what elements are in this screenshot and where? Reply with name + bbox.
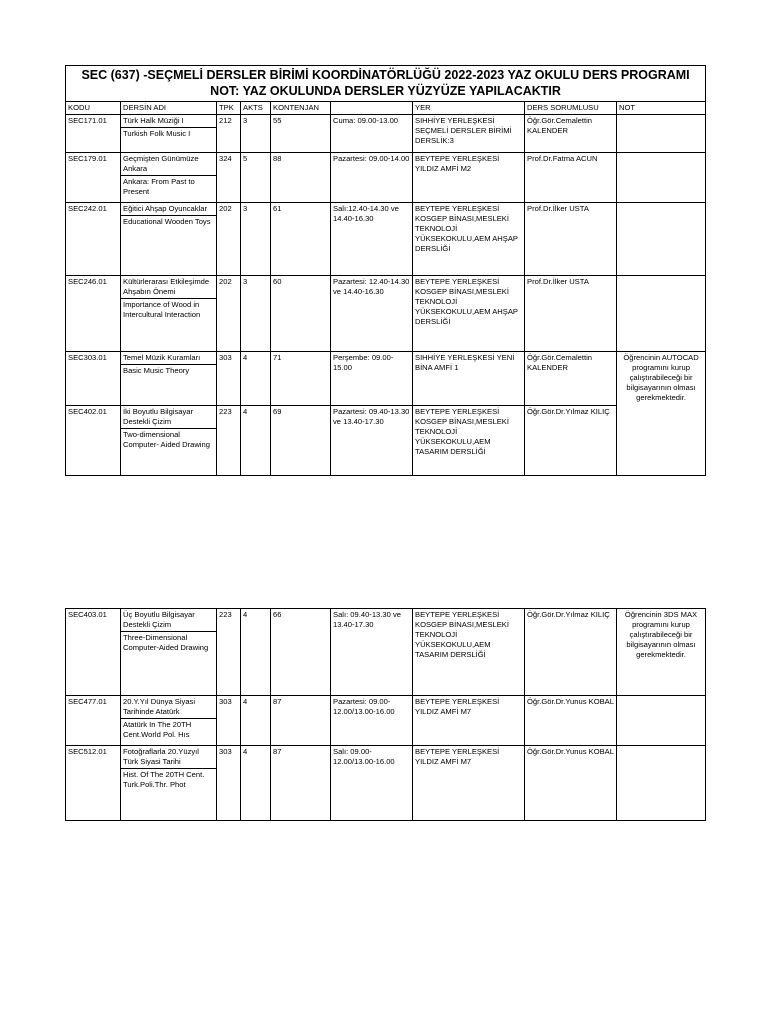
course-time: Salı:12.40-14.30 ve 14.40-16.30 [331,202,413,275]
header-zaman [331,101,413,114]
course-location: BEYTEPE YERLEŞKESİ YILDIZ AMFİ M7 [413,696,525,746]
course-code: SEC477.01 [66,696,121,746]
course-akts: 3 [241,114,271,152]
course-quota: 61 [271,202,331,275]
course-instructor: Öğr.Gör.Cemalettin KALENDER [525,351,617,405]
course-location: SIHHİYE YERLEŞKESİ YENİ BİNA AMFİ 1 [413,351,525,405]
course-quota: 88 [271,152,331,202]
course-instructor: Öğr.Gör.Dr.Yunus KOBAL [525,746,617,821]
course-name [121,746,217,821]
course-name-en: Ankara: From Past to Present [121,175,216,197]
course-note: Öğrencinin AUTOCAD programını kurup çalıştırabileceği bir bilgisayarının olması gerekmektedir. [617,351,706,475]
course-name-tr: Fotoğraflarla 20.Yüzyıl Türk Siyasi Tarihi [123,747,199,767]
header-dersin-adi: DERSİN ADI [121,101,217,114]
course-note [617,746,706,821]
course-name [121,275,217,351]
course-tpk: 212 [217,114,241,152]
course-instructor: Öğr.Gör.Cemalettin KALENDER [525,114,617,152]
course-location: BEYTEPE YERLEŞKESİ KOSGEP BİNASI,MESLEKİ TEKNOLOJİ YÜKSEKOKULU,AEM TASARIM DERSLİĞİ [413,405,525,475]
course-name [121,351,217,405]
course-name [121,202,217,275]
course-name-tr: Geçmişten Günümüze Ankara [123,153,199,173]
table-row [66,114,706,152]
course-name [121,152,217,202]
course-name-tr: Kültürlerarası Etkileşimde Ahşabın Önemi [123,276,210,296]
course-name-en: Basic Music Theory [121,364,216,376]
table-row [66,746,706,821]
course-note [617,696,706,746]
course-akts: 4 [241,746,271,821]
course-code: SEC402.01 [66,405,121,475]
table-row [66,696,706,746]
course-quota: 87 [271,696,331,746]
header-not: NOT [617,101,706,114]
course-instructor: Öğr.Gör.Dr.Yunus KOBAL [525,696,617,746]
header-kontenjan: KONTENJAN [271,101,331,114]
course-name-tr: Üç Boyutlu Bilgisayar Destekli Çizim [123,610,195,630]
course-location: SIHHİYE YERLEŞKESİ SEÇMELİ DERSLER BİRİMİ DERSLİK:3 [413,114,525,152]
schedule-table-main [65,65,706,476]
document-title [66,66,706,102]
course-location: BEYTEPE YERLEŞKESİ YILDIZ AMFİ M2 [413,152,525,202]
course-instructor: Öğr.Gör.Dr.Yılmaz KILIÇ [525,609,617,696]
course-instructor: Prof.Dr.Fatma ACUN [525,152,617,202]
course-tpk: 303 [217,746,241,821]
course-location: BEYTEPE YERLEŞKESİ KOSGEP BİNASI,MESLEKİ TEKNOLOJİ YÜKSEKOKULU,AEM TASARIM DERSLİĞİ [413,609,525,696]
course-code: SEC403.01 [66,609,121,696]
course-name [121,696,217,746]
course-name-en: Atatürk In The 20TH Cent.World Pol. Hıs [121,718,216,740]
course-time: Pazartesi: 12.40-14.30 ve 14.40-16.30 [331,275,413,351]
course-quota: 87 [271,746,331,821]
course-tpk: 202 [217,275,241,351]
schedule-table-continued [65,608,706,821]
course-tpk: 324 [217,152,241,202]
course-akts: 4 [241,351,271,405]
course-code: SEC303.01 [66,351,121,405]
course-tpk: 303 [217,696,241,746]
table-row [66,152,706,202]
course-quota: 55 [271,114,331,152]
course-akts: 4 [241,696,271,746]
course-akts: 3 [241,202,271,275]
course-note [617,202,706,275]
course-name-en: Turkish Folk Music I [121,127,216,139]
course-tpk: 202 [217,202,241,275]
header-ders-sorumlusu: DERS SORUMLUSU [525,101,617,114]
course-note: Öğrencinin 3DS MAX programını kurup çalıştırabileceği bir bilgisayarının olması gerekmektedir. [617,609,706,696]
header-kodu: KODU [66,101,121,114]
course-quota: 60 [271,275,331,351]
course-time: Cuma: 09.00-13.00 [331,114,413,152]
course-akts: 4 [241,609,271,696]
table-row [66,609,706,696]
course-time: Salı: 09.40-13.30 ve 13.40-17.30 [331,609,413,696]
course-name [121,405,217,475]
course-note [617,152,706,202]
table-row [66,202,706,275]
course-code: SEC171.01 [66,114,121,152]
course-time: Perşembe: 09.00-15.00 [331,351,413,405]
course-name [121,609,217,696]
course-quota: 69 [271,405,331,475]
course-location: BEYTEPE YERLEŞKESİ YILDIZ AMFİ M7 [413,746,525,821]
course-code: SEC512.01 [66,746,121,821]
course-akts: 4 [241,405,271,475]
course-akts: 5 [241,152,271,202]
course-code: SEC179.01 [66,152,121,202]
course-time: Salı: 09.00-12.00/13.00-16.00 [331,746,413,821]
table-row [66,275,706,351]
course-note [617,114,706,152]
course-instructor: Öğr.Gör.Dr.Yılmaz KILIÇ [525,405,617,475]
course-name-en: Three-Dimensional Computer-Aided Drawing [121,631,216,653]
course-location: BEYTEPE YERLEŞKESİ KOSGEP BİNASI,MESLEKİ TEKNOLOJİ YÜKSEKOKULU,AEM AHŞAP DERSLİĞİ [413,202,525,275]
course-name-en: Two-dimensional Computer- Aided Drawing [121,428,216,450]
course-instructor: Prof.Dr.İlker USTA [525,275,617,351]
course-name [121,114,217,152]
course-note [617,275,706,351]
table-row [66,351,706,405]
course-instructor: Prof.Dr.İlker USTA [525,202,617,275]
title-line-2: NOT: YAZ OKULUNDA DERSLER YÜZYÜZE YAPILACAKTIR [210,84,561,99]
course-akts: 3 [241,275,271,351]
course-quota: 66 [271,609,331,696]
header-row [66,101,706,114]
header-tpk: TPK [217,101,241,114]
header-yer: YER [413,101,525,114]
course-code: SEC242.01 [66,202,121,275]
course-time: Pazartesi: 09.00-14.00 [331,152,413,202]
course-name-tr: 20.Y.Yıl Dünya Siyasi Tarihinde Atatürk [123,697,196,717]
header-akts: AKTS [241,101,271,114]
course-name-en: Hist. Of The 20TH Cent. Turk.Poli.Thr. Phot [121,768,216,790]
course-code: SEC246.01 [66,275,121,351]
course-name-en: Importance of Wood in Intercultural Interaction [121,298,216,320]
course-name-tr: Türk Halk Müziği I [123,115,184,125]
course-name-en: Educational Wooden Toys [121,215,216,227]
course-tpk: 303 [217,351,241,405]
course-name-tr: İki Boyutlu Bilgisayar Destekli Çizim [123,406,194,426]
course-location: BEYTEPE YERLEŞKESİ KOSGEP BİNASI,MESLEKİ TEKNOLOJİ YÜKSEKOKULU,AEM AHŞAP DERSLİĞİ [413,275,525,351]
course-time: Pazartesi: 09.40-13.30 ve 13.40-17.30 [331,405,413,475]
title-line-1: SEC (637) -SEÇMELİ DERSLER BİRİMİ KOORDİNATÖRLÜĞÜ 2022-2023 YAZ OKULU DERS PROGRAMI [81,68,690,82]
course-tpk: 223 [217,405,241,475]
course-time: Pazartesi: 09.00-12.00/13.00-16.00 [331,696,413,746]
course-name-tr: Temel Müzik Kuramları [123,352,201,362]
course-name-tr: Eğitici Ahşap Oyuncaklar [123,203,207,213]
table-row [66,405,706,475]
course-tpk: 223 [217,609,241,696]
course-quota: 71 [271,351,331,405]
